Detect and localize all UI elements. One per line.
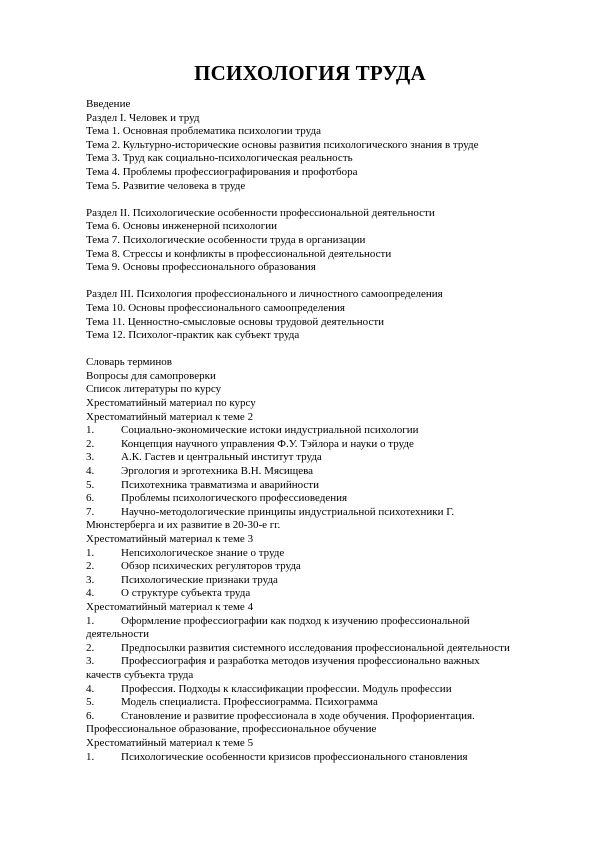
- glossary-entry: Словарь терминов: [86, 356, 172, 369]
- item-text: А.К. Гастев и центральный институт труда: [121, 451, 322, 464]
- reader-course-entry: Хрестоматийный материал по курсу: [86, 397, 256, 410]
- list-item: [86, 574, 546, 588]
- list-item: [86, 506, 546, 520]
- item-text: Профессиография и разработка методов изучения профессионально важных: [121, 655, 480, 668]
- item-continuation: Мюнстерберга и их развитие в 20-30-е гг.: [86, 519, 281, 532]
- item-text: Психологические признаки труда: [121, 573, 278, 586]
- topic-6: Тема 6. Основы инженерной психологии: [86, 220, 278, 233]
- item-text: Обзор психических регуляторов труда: [121, 560, 301, 573]
- reader-topic-4-heading: Хрестоматийный материал к теме 4: [86, 600, 254, 613]
- item-text: Научно-методологические принципы индустриальной психотехники Г.: [121, 505, 455, 518]
- list-item: [86, 615, 546, 629]
- reader-topic-3-heading: Хрестоматийный материал к теме 3: [86, 533, 254, 545]
- item-number: 4.: [86, 682, 95, 695]
- topic-8: Тема 8. Стрессы и конфликты в профессиональной деятельности: [86, 247, 392, 260]
- topic-3: Тема 3. Труд как социально-психологическая реальность: [86, 152, 353, 165]
- item-text: Становление и развитие профессионала в ходе обучения. Профориентация.: [121, 709, 475, 722]
- list-item: [86, 492, 546, 506]
- topic-5: Тема 5. Развитие человека в труде: [86, 179, 246, 192]
- item-text: Психотехника травматизма и аварийности: [121, 478, 319, 491]
- toc-intro: Введение: [86, 98, 131, 110]
- topic-12: Тема 12. Психолог-практик как субъект труда: [86, 329, 300, 342]
- item-number: 7.: [86, 505, 95, 518]
- list-item: [86, 655, 546, 669]
- item-number: 3.: [86, 655, 95, 668]
- list-item: [86, 696, 546, 710]
- list-item: [86, 710, 546, 724]
- item-continuation: деятельности: [86, 628, 149, 641]
- topic-2: Тема 2. Культурно-исторические основы развития психологического знания в труде: [86, 138, 479, 151]
- item-number: 3.: [86, 451, 95, 464]
- list-item: [86, 465, 546, 479]
- list-item: [86, 438, 546, 452]
- item-number: 4.: [86, 465, 95, 478]
- item-text: Концепция научного управления Ф.У. Тэйлора и науки о труде: [121, 437, 414, 450]
- item-number: 1.: [86, 614, 95, 627]
- list-item: [86, 547, 546, 561]
- list-item: [86, 424, 546, 438]
- section-2-heading: Раздел II. Психологические особенности профессиональной деятельности: [86, 206, 435, 219]
- item-number: 1.: [86, 546, 95, 559]
- topic-4: Тема 4. Проблемы профессиографирования и профотбора: [86, 165, 358, 178]
- list-item: [86, 683, 546, 697]
- bibliography-entry: Список литературы по курсу: [86, 383, 222, 396]
- item-number: 4.: [86, 587, 95, 600]
- item-number: 5.: [86, 478, 95, 491]
- reader-topic-5-heading: Хрестоматийный материал к теме 5: [86, 736, 254, 749]
- item-text: Проблемы психологического профессиоведения: [121, 492, 348, 505]
- spacer: [86, 275, 546, 289]
- document-title: ПСИХОЛОГИЯ ТРУДА: [194, 61, 426, 85]
- list-item: [86, 587, 546, 601]
- list-item: [86, 560, 546, 574]
- topic-7: Тема 7. Психологические особенности труда в организации: [86, 233, 366, 246]
- item-text: Профессия. Подходы к классификации профессии. Модуль профессии: [121, 682, 452, 695]
- section-3-heading: Раздел III. Психология профессионального и личностного самоопределения: [86, 288, 443, 301]
- topic-1: Тема 1. Основная проблематика психологии труда: [86, 125, 321, 138]
- item-number: 2.: [86, 437, 95, 450]
- item-text: Социально-экономические истоки индустриальной психологии: [121, 424, 419, 437]
- spacer: [86, 193, 546, 207]
- item-number: 5.: [86, 696, 95, 709]
- item-number: 3.: [86, 573, 95, 586]
- item-number: 6.: [86, 492, 95, 505]
- reader-topic-2-heading: Хрестоматийный материал к теме 2: [86, 410, 254, 423]
- item-continuation: качеств субъекта труда: [86, 668, 194, 681]
- self-check-entry: Вопросы для самопроверки: [86, 369, 216, 382]
- item-continuation: Профессиональное образование, профессиональное обучение: [86, 723, 377, 736]
- list-item: [86, 751, 546, 765]
- topic-11: Тема 11. Ценностно-смысловые основы трудовой деятельности: [86, 315, 385, 328]
- topic-9: Тема 9. Основы профессионального образования: [86, 261, 316, 274]
- item-text: Психологические особенности кризисов профессионального становления: [121, 750, 468, 763]
- table-of-contents: [86, 98, 546, 764]
- item-text: О структуре субъекта труда: [121, 587, 251, 600]
- item-text: Непсихологическое знание о труде: [121, 546, 285, 559]
- list-item: [86, 479, 546, 493]
- item-text: Эргология и эрготехника В.Н. Мясищева: [121, 465, 314, 478]
- item-number: 6.: [86, 709, 95, 722]
- section-1-heading: Раздел I. Человек и труд: [86, 111, 200, 124]
- item-text: Оформление профессиографии как подход к изучению профессиональной: [121, 614, 470, 627]
- item-text: Предпосылки развития системного исследования профессиональной деятельности: [121, 641, 510, 654]
- item-number: 2.: [86, 560, 95, 573]
- topic-10: Тема 10. Основы профессионального самоопределения: [86, 301, 345, 314]
- item-number: 1.: [86, 750, 95, 763]
- item-number: 1.: [86, 424, 95, 437]
- item-number: 2.: [86, 641, 95, 654]
- item-text: Модель специалиста. Профессиограмма. Психограмма: [121, 696, 378, 709]
- list-item: [86, 642, 546, 656]
- list-item: [86, 451, 546, 465]
- spacer: [86, 343, 546, 357]
